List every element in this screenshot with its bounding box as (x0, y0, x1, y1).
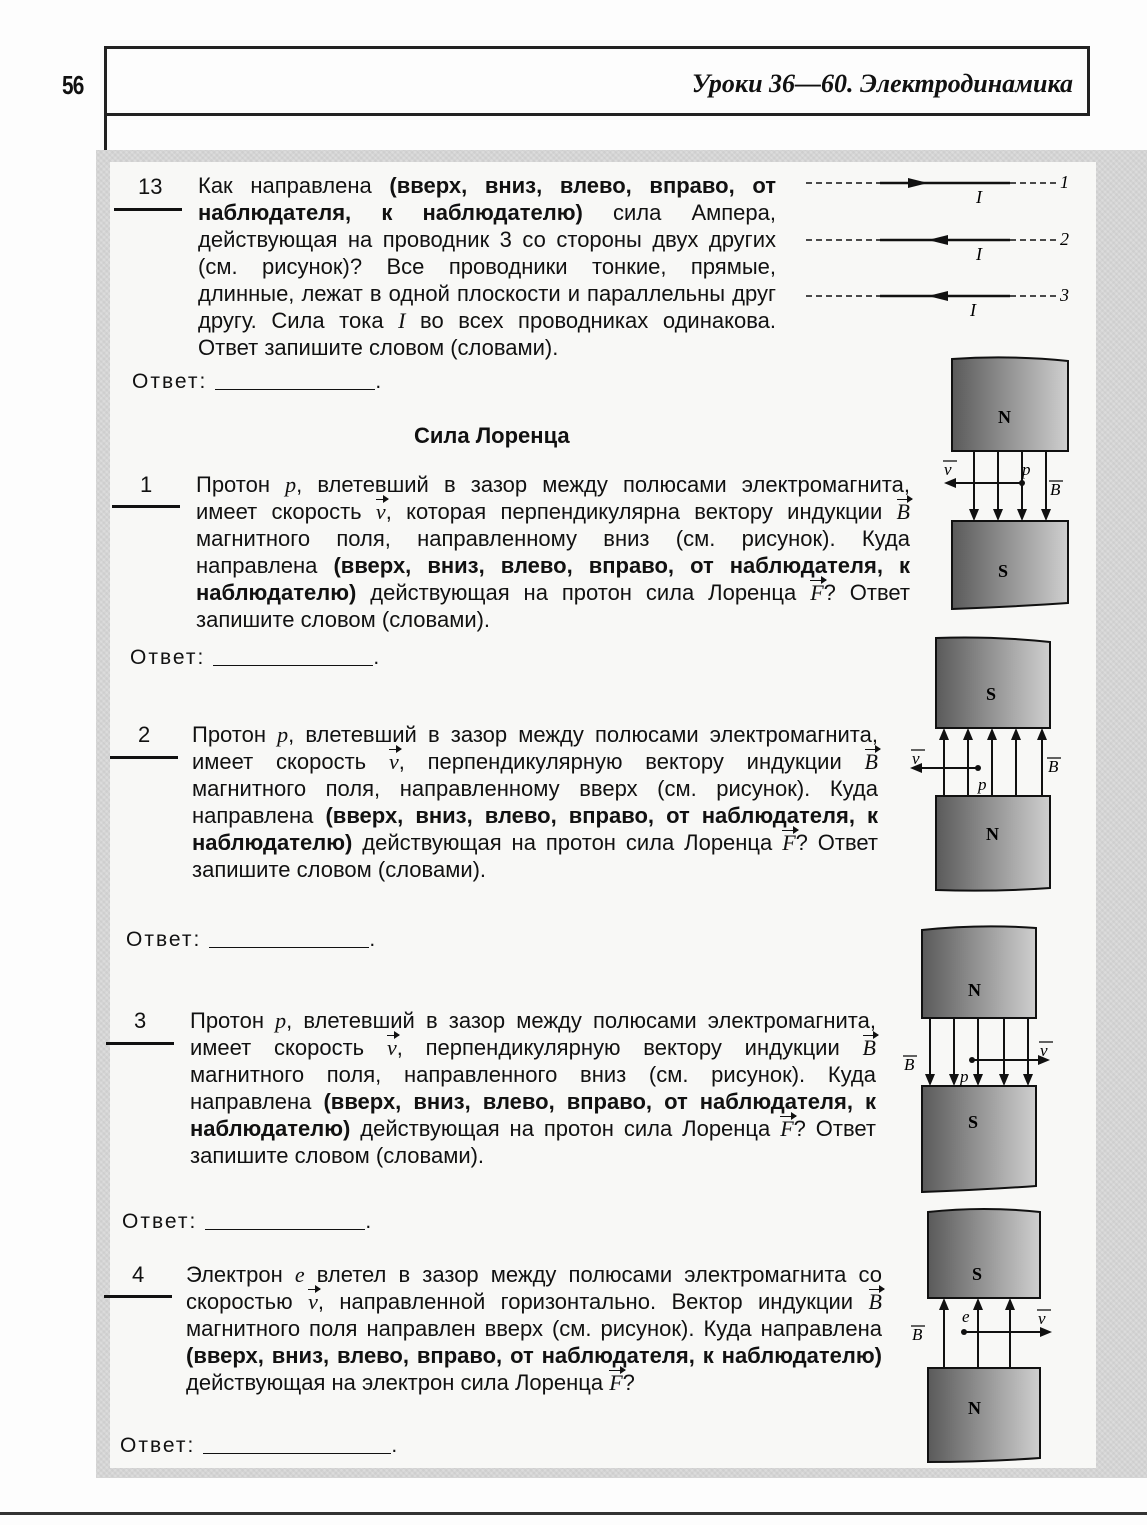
answer-3: Ответ: . (122, 1210, 374, 1233)
current-arrow (928, 291, 948, 301)
section-title: Сила Лоренца (414, 423, 570, 448)
task-4-text: Электрон e влетел в зазор между полюсами электромагнита со скоростью v, направленной горизонтально. Вектор индукции B магнитного поля направлен вверх (см. рисунок). Куда направлена (вверх, вниз, влево, вправо, от наблюдателя, к наблюдателю) действующая на электрон сила Лоренца F? (186, 1262, 882, 1395)
magnet-pole-bottom (922, 1086, 1036, 1192)
wire-label: 1 (1060, 172, 1069, 192)
task-number: 1 (140, 472, 153, 497)
task-dash (110, 756, 178, 759)
left-rule (104, 116, 107, 154)
pole-label: S (986, 684, 997, 704)
task-dash (106, 1042, 174, 1045)
e-label: e (962, 1307, 970, 1326)
pole-label: S (972, 1264, 983, 1284)
task-number: 4 (132, 1262, 145, 1287)
current-label: I (976, 244, 982, 264)
pole-label: S (998, 561, 1009, 581)
v-label: v (944, 460, 952, 479)
pole-label: N (986, 824, 999, 844)
p-label: p (960, 1067, 969, 1086)
answer-field[interactable] (215, 389, 375, 390)
B-label: B (1048, 757, 1059, 776)
figure-task-2 (906, 634, 1076, 896)
B-label: B (904, 1055, 915, 1074)
wire-label: 3 (1060, 285, 1069, 305)
pole-label: S (968, 1112, 979, 1132)
answer-field[interactable] (203, 1453, 391, 1454)
task-dash (104, 1295, 172, 1298)
v-label: v (1038, 1309, 1046, 1328)
task-dash (112, 505, 180, 508)
figure-task-1 (930, 355, 1080, 615)
figure-task-4 (908, 1206, 1074, 1468)
bottom-rule (0, 1512, 1147, 1515)
magnet-pole-bottom (952, 521, 1068, 609)
page-number: 56 (62, 70, 84, 100)
pole-label: N (998, 407, 1011, 427)
figure-task-3 (900, 924, 1074, 1196)
magnet-pole-top (928, 1209, 1040, 1298)
magnet-pole-top (936, 638, 1050, 729)
task-2-text: Протон p, влетевший в зазор между полюсами электромагнита, имеет скорость v, перпендикулярную вектору индукции B магнитного поля, направленному вверх (см. рисунок). Куда направлена (вверх, вниз, влево, вправо, от наблюдателя, к наблюдателю) действующая на протон сила Лоренца F? Ответ запишите словом (словами). (192, 722, 879, 882)
figure-wires (800, 168, 1080, 328)
task-3-text: Протон p, влетевший в зазор между полюсами электромагнита, имеет скорость v, перпендикулярную вектору индукции B магнитного поля, направленного вниз (см. рисунок). Куда направлена (вверх, вниз, влево, вправо, от наблюдателя, к наблюдателю) действующая на протон сила Лоренца F? Ответ запишите словом (словами). (190, 1008, 877, 1168)
task-1-text: Протон p, влетевший в зазор между полюсами электромагнита, имеет скорость v, которая перпендикулярна вектору индукции B магнитного поля, направленному вниз (см. рисунок). Куда направлена (вверх, вниз, влево, вправо, от наблюдателя, к наблюдателю) действующая на протон сила Лоренца F? Ответ запишите словом (словами). (196, 472, 911, 632)
pole-label: N (968, 980, 981, 1000)
running-header (104, 46, 1090, 116)
pole-label: N (968, 1398, 981, 1418)
answer-13: Ответ: . (132, 370, 384, 393)
p-label: p (1022, 460, 1031, 479)
answer-field[interactable] (213, 665, 373, 666)
magnet-pole-top (952, 357, 1068, 451)
B-label: B (1050, 480, 1061, 499)
current-arrow (928, 235, 948, 245)
wire-label: 2 (1060, 229, 1069, 249)
answer-field[interactable] (209, 947, 369, 948)
magnet-pole-top (922, 926, 1036, 1018)
v-label: v (1040, 1041, 1048, 1060)
current-label: I (976, 187, 982, 207)
answer-4: Ответ: . (120, 1434, 400, 1457)
header-title: Уроки 36—60. Электродинамика (691, 69, 1073, 98)
current-label: I (970, 300, 976, 320)
answer-field[interactable] (205, 1229, 365, 1230)
B-label: B (912, 1325, 923, 1344)
task-number: 13 (138, 174, 163, 199)
magnet-pole-bottom (928, 1368, 1040, 1462)
task-number: 2 (138, 722, 151, 747)
task-13-text: Как направлена (вверх, вниз, влево, вправо, от наблюдателя, к наблюдателю) сила Ампера, действующая на проводник 3 со стороны двух других (см. рисунок)? Все проводники тонкие, прямые, длинные, лежат в одной плоскости и параллельны друг другу. Сила тока I во всех проводниках одинакова. Ответ запишите словом (словами). (198, 173, 777, 360)
current-arrow (908, 178, 928, 188)
answer-1: Ответ: . (130, 646, 382, 669)
task-dash (114, 208, 182, 211)
v-label: v (912, 749, 920, 768)
task-number: 3 (134, 1008, 147, 1033)
answer-2: Ответ: . (126, 928, 378, 951)
p-label: p (978, 775, 987, 794)
